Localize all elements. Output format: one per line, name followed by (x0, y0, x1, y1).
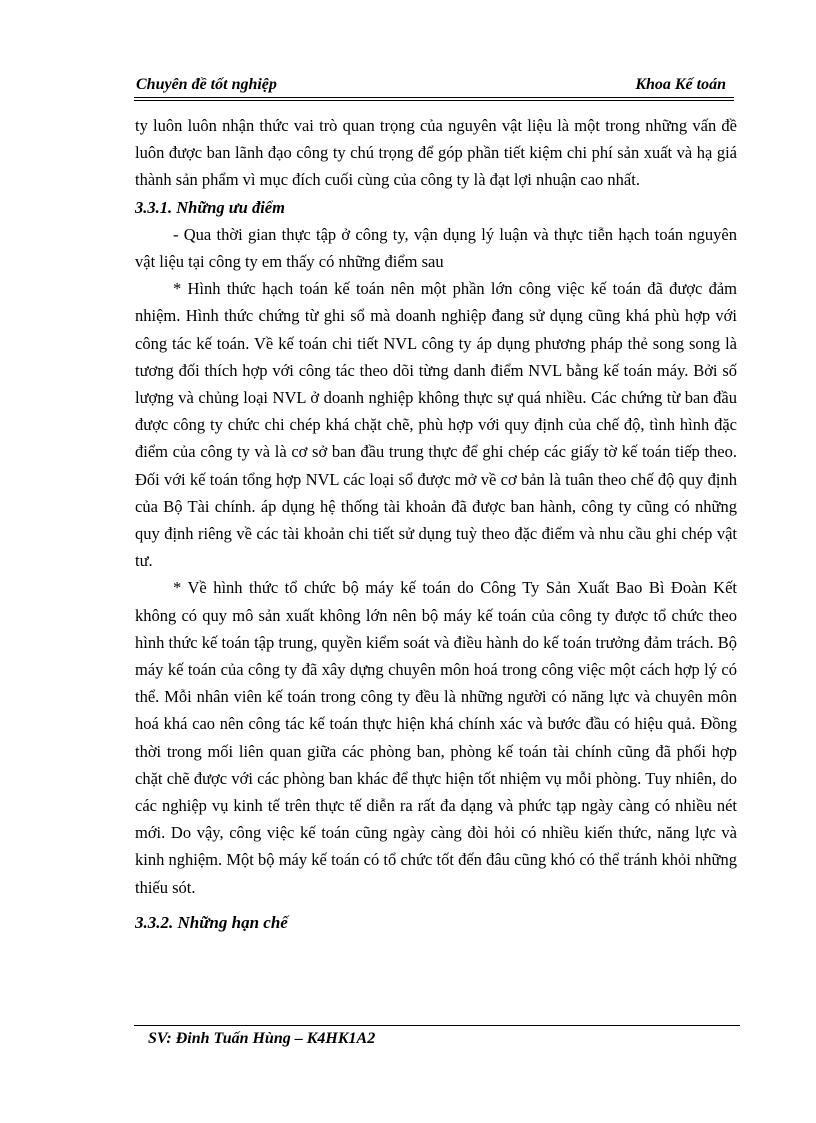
header-department: Khoa Kế toán (635, 76, 726, 93)
section-heading-limitations: 3.3.2. Những hạn chế (135, 912, 288, 932)
footer-divider (134, 1025, 740, 1026)
paragraph-organization: * Về hình thức tổ chức bộ máy kế toán do Công Ty Sản Xuất Bao Bì Đoàn Kết không có quy mô sản xuất không lớn nên bộ máy kế toán của công ty được tổ chức theo hình thức kế toán tập trung, quyền kiểm soát và điều hành do kế toán trưởng đảm trách. Bộ máy kế toán của công ty đã xây dựng chuyên môn hoá trong công việc một cách hợp lý có thể. Mỗi nhân viên kế toán trong công ty đều là những người có năng lực và chuyên môn hoá khá cao nên công tác kế toán thực hiện khá chính xác và bước đầu có hiệu quả. Đồng thời trong mối liên quan giữa các phòng ban, phòng kế toán tài chính cũng đã phối hợp chặt chẽ được với các phòng ban khác để thực hiện tốt nhiệm vụ mỗi phòng. Tuy nhiên, do các nghiệp vụ kinh tế trên thực tế diễn ra rất đa dạng và phức tạp ngày càng có nhiều nét mới. Do vậy, công việc kế toán cũng ngày càng đòi hỏi có nhiều kiến thức, năng lực và kinh nghiệm. Một bộ máy kế toán có tổ chức tốt đến đâu cũng khó có thể tránh khỏi những thiếu sót. (135, 578, 737, 897)
paragraph-continuation: ty luôn luôn nhận thức vai trò quan trọng của nguyên vật liệu là một trong những vấn đề luôn được ban lãnh đạo công ty chú trọng để góp phần tiết kiệm chi phí sản xuất và hạ giá thành sản phẩm vì mục đích cuối cùng của công ty là đạt lợi nhuận cao nhất. (135, 116, 737, 190)
document-body (135, 112, 737, 936)
header-divider (134, 97, 734, 101)
page-footer: SV: Đinh Tuấn Hùng – K4HK1A2 (148, 1030, 376, 1047)
page-header (134, 74, 730, 96)
header-title: Chuyên đề tốt nghiệp (136, 76, 277, 93)
paragraph-intro: - Qua thời gian thực tập ở công ty, vận dụng lý luận và thực tiễn hạch toán nguyên vật liệu tại công ty em thấy có những điểm sau (135, 224, 737, 272)
section-heading-advantages: 3.3.1. Những ưu điểm (135, 197, 285, 217)
paragraph-accounting-form: * Hình thức hạch toán kế toán nên một phần lớn công việc kế toán đã được đảm nhiệm. Hình thức chứng từ ghi sổ mà doanh nghiệp đang sử dụng cũng khá phù hợp với công tác kế toán. Về kế toán chi tiết NVL công ty áp dụng phương pháp thẻ song song là tương đối thích hợp với công tác theo dõi từng danh điểm NVL bằng kế toán máy. Bởi số lượng và chủng loại NVL ở doanh nghiệp không thực sự quá nhiều. Các chứng từ ban đầu được công ty chức chi chép khá chặt chẽ, phù hợp với quy định của chế độ, tình hình đặc điểm của công ty và là cơ sở ban đầu trung thực để ghi chép các giấy tờ kế toán tiếp theo. Đối với kế toán tổng hợp NVL các loại sổ được mở về cơ bản là tuân theo chế độ quy định của Bộ Tài chính. áp dụng hệ thống tài khoản đã được ban hành, công ty cũng có những quy định riêng về các tài khoản chi tiết sử dụng tuỳ theo đặc điểm và nhu cầu ghi chép vật tư. (135, 279, 737, 571)
